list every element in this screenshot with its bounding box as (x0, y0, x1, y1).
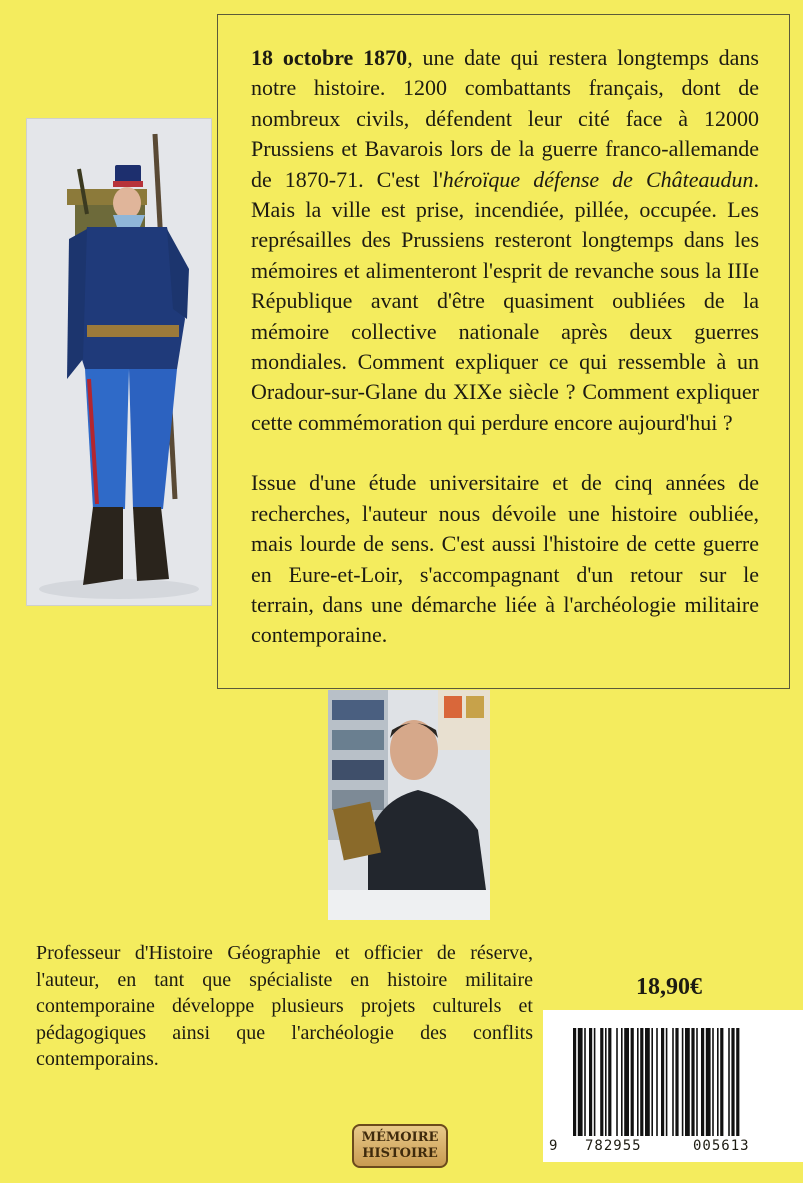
barcode-bar (656, 1028, 658, 1136)
barcode-bar (605, 1028, 607, 1136)
barcode-bar (594, 1028, 596, 1136)
isbn-barcode (543, 1010, 803, 1162)
soldier-illustration (26, 118, 212, 606)
barcode-bar (589, 1028, 592, 1136)
barcode-bar (608, 1028, 611, 1136)
barcode-bar (600, 1028, 603, 1136)
barcode-bar (675, 1028, 678, 1136)
barcode-bar (731, 1028, 734, 1136)
barcode-bar (651, 1028, 653, 1136)
barcode-bar (682, 1028, 684, 1136)
isbn-digit-first: 9 (549, 1138, 559, 1154)
barcode-bar (621, 1028, 623, 1136)
author-bio: Professeur d'Histoire Géographie et officier de réserve, l'auteur, en tant que spécialiste en histoire militaire contemporaine développe plusieurs projets culturels et pédagogiques ainsi que l'archéologie des conflits contemporains. (36, 942, 533, 1070)
barcode-bar (712, 1028, 714, 1136)
barcode-bar (616, 1028, 618, 1136)
barcode-bar (631, 1028, 634, 1136)
barcode-bars (543, 1010, 803, 1162)
barcode-bar (661, 1028, 664, 1136)
blurb-paragraph-2: Issue d'une étude universitaire et de cinq années de recherches, l'auteur nous dévoile une histoire oubliée, mais lourde de sens. C'est aussi l'histoire de cette guerre en Eure-et-Loir, s'accompagnant d'un retour sur le terrain, dans une démarche liée à l'archéologie militaire contemporaine. (251, 470, 759, 648)
barcode-bar (717, 1028, 719, 1136)
publisher-logo (352, 1124, 448, 1168)
title-italic: héroïque défense de Châteaudun (442, 166, 754, 192)
barcode-bar (573, 1028, 576, 1136)
barcode-bar (706, 1028, 711, 1136)
barcode-bar (666, 1028, 668, 1136)
barcode-bar (736, 1028, 739, 1136)
isbn-digits-right: 005613 (693, 1138, 750, 1154)
barcode-bar (685, 1028, 690, 1136)
barcode-bar (645, 1028, 650, 1136)
barcode-bar (624, 1028, 629, 1136)
isbn-digits-left: 782955 (585, 1138, 642, 1154)
barcode-bar (720, 1028, 723, 1136)
blurb-box (217, 14, 790, 689)
barcode-bar (728, 1028, 730, 1136)
barcode-bar (584, 1028, 586, 1136)
barcode-bar (672, 1028, 674, 1136)
barcode-bar (578, 1028, 583, 1136)
barcode-bar (701, 1028, 704, 1136)
price: 18,90€ (636, 974, 702, 1000)
blurb-text: , une date qui restera longtemps dans notre histoire. 1200 combattants français, dont de nombreux civils, défendent leur cité face à 12000 Prussiens et Bavarois lors de la guerre franco-allemande de 1870-71. C'est l' (251, 45, 759, 192)
blurb-paragraph-1 (251, 43, 759, 438)
publisher-logo-line2: HISTOIRE (362, 1146, 438, 1161)
barcode-bar (640, 1028, 643, 1136)
publisher-logo-line1: MÉMOIRE (361, 1130, 439, 1145)
barcode-bar (691, 1028, 694, 1136)
author-photo (328, 690, 490, 920)
blurb-text: . Mais la ville est prise, incendiée, pillée, occupée. Les représailles des Prussiens resteront longtemps dans les mémoires et alimenteront l'esprit de revanche sous la IIIe République avant d'être quasiment oubliées de la mémoire collective nationale après deux guerres mondiales. Comment expliquer ce qui ressemble à un Oradour-sur-Glane du XIXe siècle ? Comment expliquer cette commémoration qui perdure encore aujourd'hui ? (251, 166, 760, 435)
barcode-bar (696, 1028, 698, 1136)
barcode-bar (637, 1028, 639, 1136)
date-highlight: 18 octobre 1870 (251, 45, 408, 70)
